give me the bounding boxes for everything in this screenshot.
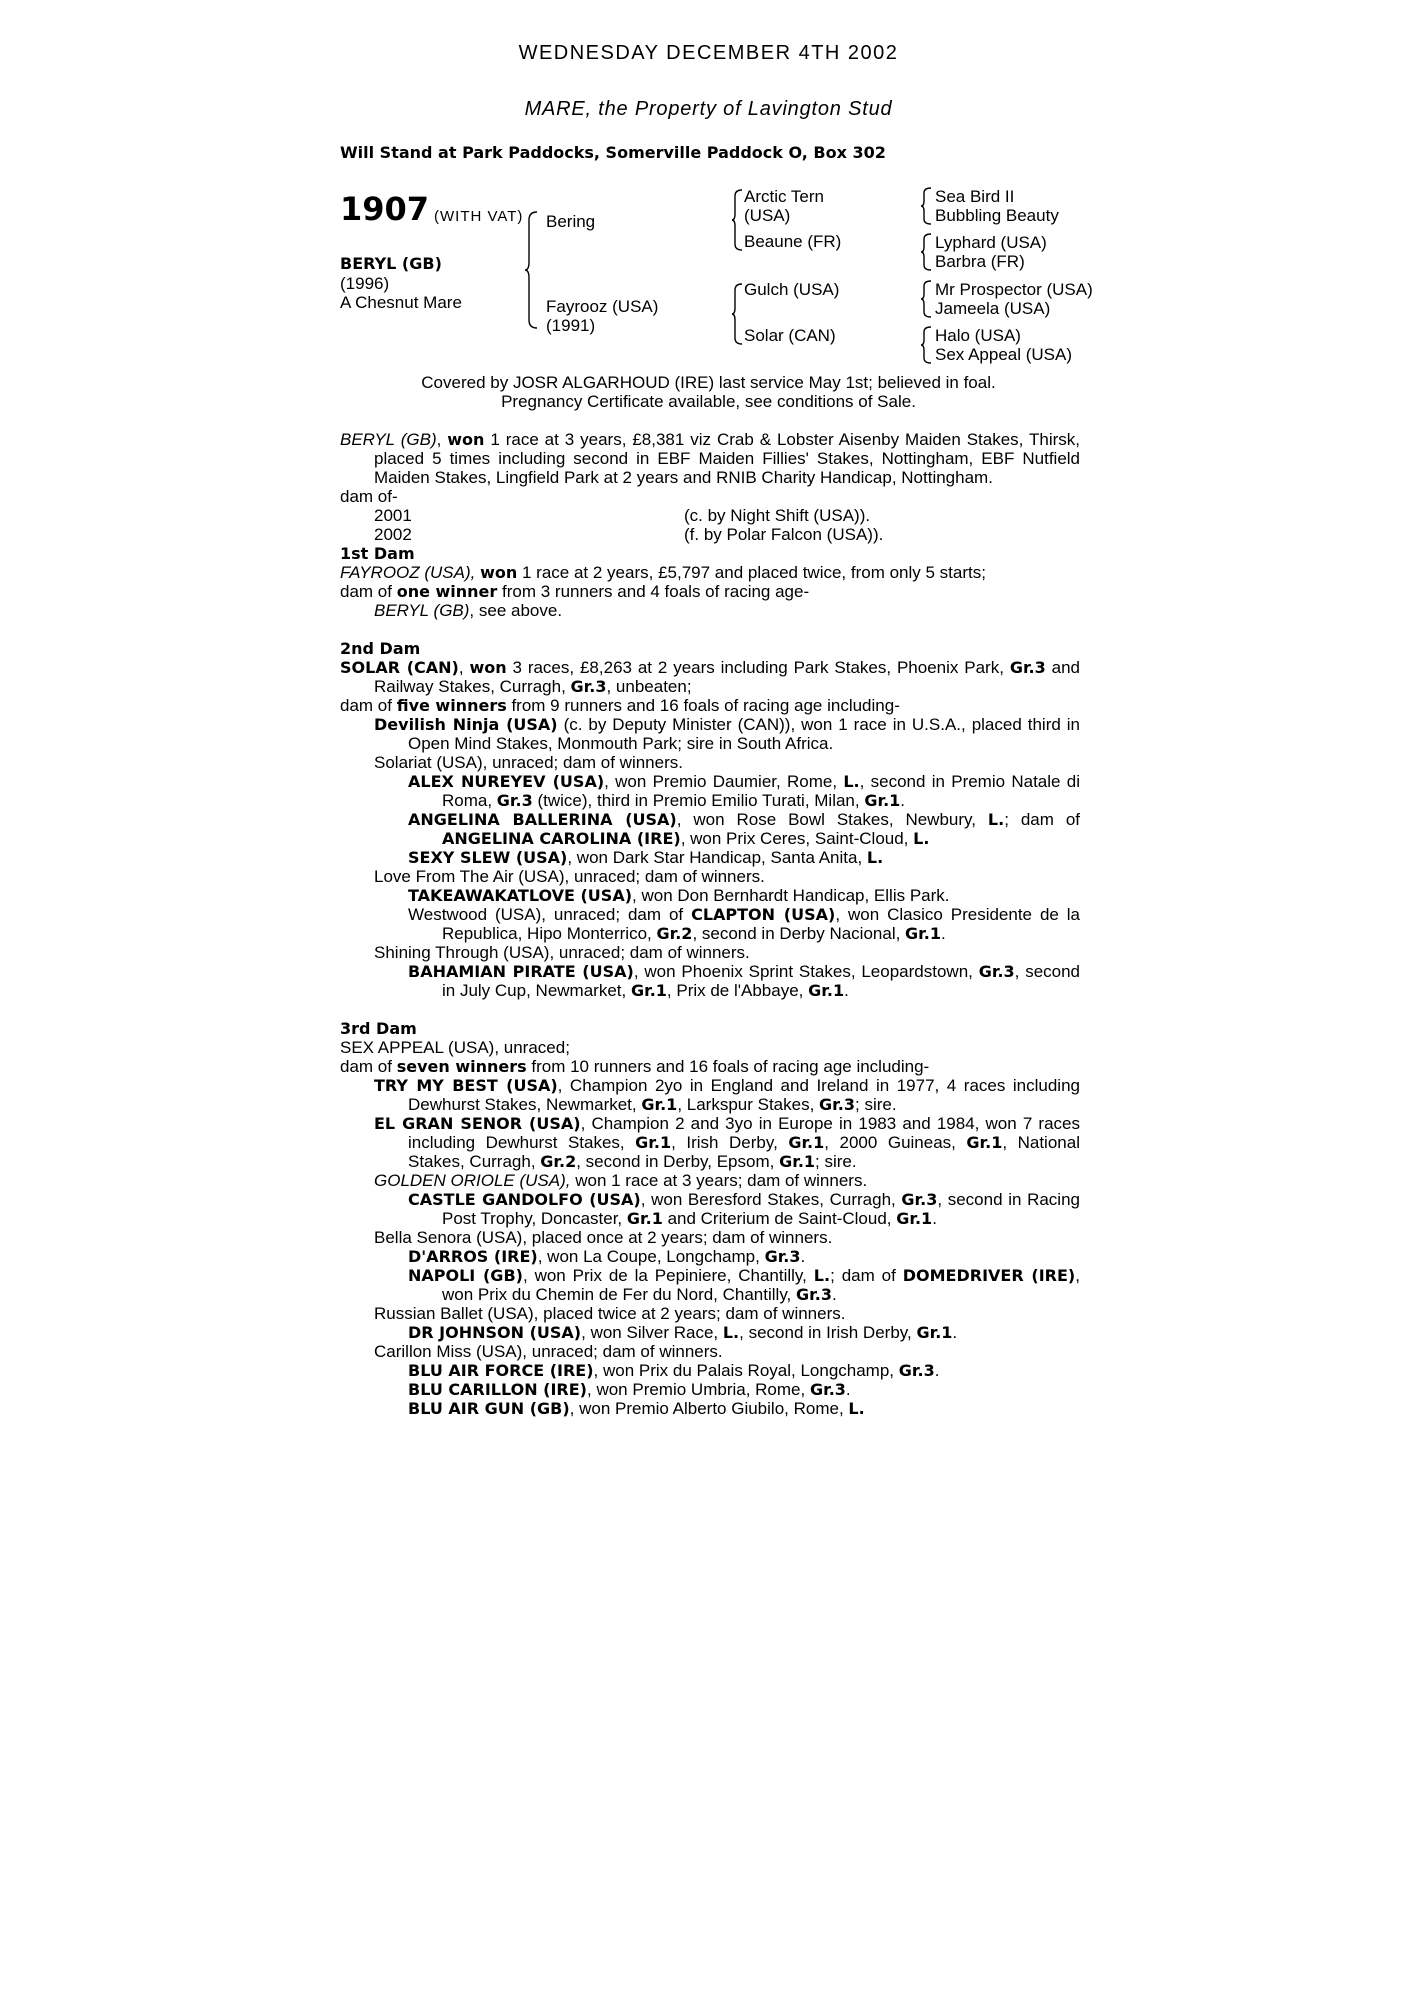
progeny-name: BERYL (GB) — [374, 601, 470, 620]
foal-desc: (f. by Polar Falcon (USA)). — [684, 525, 884, 544]
first-dam-won: won — [480, 563, 518, 582]
napoli — [340, 1266, 1080, 1304]
sd-g2: Gr.3 — [570, 677, 607, 696]
tk-text: , won Don Bernhardt Handicap, Ellis Park. — [632, 886, 950, 905]
dam: Fayrooz (USA) — [546, 297, 659, 316]
tmb-g3: Gr.3 — [819, 1095, 855, 1114]
np-t2: ; dam of — [830, 1266, 903, 1285]
record-won: won — [447, 430, 485, 449]
first-dam-heading: 1st Dam — [340, 544, 415, 563]
ab-l: L. — [987, 810, 1005, 829]
second-dam-produce — [340, 696, 1080, 715]
bp-g1b: Gr.1 — [808, 981, 845, 1000]
devilish-ninja — [340, 715, 1080, 753]
ssd: Bubbling Beauty — [935, 206, 1059, 225]
vat-note: (WITH VAT) — [434, 208, 524, 225]
egs-g1c: Gr.1 — [966, 1133, 1003, 1152]
da-t2: . — [800, 1247, 806, 1266]
np-t1: , won Prix de la Pepiniere, Chantilly, — [522, 1266, 814, 1285]
tmb-t1: , Champion 2yo in England and Ireland in 1977, 4 races including Dewhurst Stakes, Newmarket, — [408, 1076, 1080, 1114]
castle-gandolfo — [340, 1190, 1080, 1228]
egs-name: EL GRAN SENOR (USA) — [374, 1114, 581, 1133]
first-dam-progeny — [340, 601, 1080, 620]
b2-name: BLU CARILLON (IRE) — [408, 1380, 587, 1399]
race-record: BERYL (GB), won 1 race at 3 years, £8,381 viz Crab & Lobster Aisenby Maiden Stakes, Thirsk, placed 5 times including second in EBF Maiden Fillies' Stakes, Nottingham, EBF Nutfield Maiden Stakes, Lingfield Park at 2 years and RNIB Charity Handicap, Nottingham. — [340, 430, 1080, 487]
bp-name: BAHAMIAN PIRATE (USA) — [408, 962, 634, 981]
russian-ballet: Russian Ballet (USA), placed twice at 2 years; dam of winners. — [374, 1304, 846, 1323]
record-name: BERYL (GB) — [340, 430, 437, 449]
first-dam-name: FAYROOZ (USA), — [340, 563, 476, 582]
bp-g3: Gr.3 — [978, 962, 1015, 981]
dsd: Jameela (USA) — [935, 299, 1051, 318]
go-name: GOLDEN ORIOLE (USA), — [374, 1171, 571, 1190]
dam-dam: Solar (CAN) — [744, 326, 836, 345]
ab-t3: , won Prix Ceres, Saint-Cloud, — [680, 829, 914, 848]
first-dam-text: 1 race at 2 years, £5,797 and placed twice, from only 5 starts; — [517, 563, 986, 582]
b1-name: BLU AIR FORCE (IRE) — [408, 1361, 594, 1380]
horse-description: A Chesnut Mare — [340, 293, 462, 312]
tmb-t2: , Larkspur Stakes, — [677, 1095, 820, 1114]
horse-year: (1996) — [340, 274, 390, 293]
cl-t3: . — [941, 924, 946, 943]
bp-t3: , Prix de l'Abbaye, — [666, 981, 809, 1000]
try-my-best — [340, 1076, 1080, 1114]
dam-of-post: from 9 runners and 16 foals of racing age including- — [506, 696, 900, 715]
foal-year: 2001 — [374, 506, 412, 525]
egs-g1d: Gr.1 — [779, 1152, 816, 1171]
b2-t2: . — [845, 1380, 851, 1399]
dam-of-pre: dam of — [340, 582, 397, 601]
egs-t2: , Irish Derby, — [671, 1133, 789, 1152]
dss: Mr Prospector (USA) — [935, 280, 1093, 299]
da-t1: , won La Coupe, Longchamp, — [537, 1247, 765, 1266]
dn-text: (c. by Deputy Minister (CAN)), won 1 race in U.S.A., placed third in Open Mind Stakes, Monmouth Park; sire in South Africa. — [408, 715, 1080, 753]
covering-line-1: Covered by JOSR ALGARHOUD (IRE) last service May 1st; believed in foal. — [421, 373, 996, 392]
an-t2: , second in Premio Natale di Roma, — [442, 772, 1080, 810]
ss-t1: , won Dark Star Handicap, Santa Anita, — [567, 848, 867, 867]
egs-t4: , National Stakes, Curragh, — [408, 1133, 1080, 1171]
blu-carillon — [340, 1380, 1080, 1399]
sire-sire-origin: (USA) — [744, 206, 791, 225]
cl-name: CLAPTON (USA) — [691, 905, 836, 924]
dj-g1: Gr.1 — [916, 1323, 953, 1342]
second-dam-heading: 2nd Dam — [340, 639, 421, 658]
covering-line-2: Pregnancy Certificate available, see conditions of Sale. — [501, 392, 916, 411]
b2-t1: , won Premio Umbria, Rome, — [587, 1380, 810, 1399]
sire-dam: Beaune (FR) — [744, 232, 842, 251]
dam-of-post: from 3 runners and 4 foals of racing age- — [497, 582, 810, 601]
cl-t1: , won Clasico Presidente de la Republica, Hipo Monterrico, — [442, 905, 1081, 943]
ss-l: L. — [866, 848, 884, 867]
sd-name: SOLAR (CAN) — [340, 658, 459, 677]
dam-sire: Gulch (USA) — [744, 280, 840, 299]
b1-t2: . — [934, 1361, 940, 1380]
ddd: Sex Appeal (USA) — [935, 345, 1073, 364]
cg-t1: , won Beresford Stakes, Curragh, — [640, 1190, 902, 1209]
dj-t2: , second in Irish Derby, — [739, 1323, 917, 1342]
dj-t3: . — [952, 1323, 958, 1342]
tmb-g1: Gr.1 — [641, 1095, 678, 1114]
lot-number: 1907 — [340, 190, 430, 228]
sd-t3: , unbeaten; — [606, 677, 692, 696]
sexy-slew — [340, 848, 1080, 867]
dd-name: DOMEDRIVER (IRE) — [902, 1266, 1076, 1285]
third-dam-produce — [340, 1057, 1080, 1076]
sss: Sea Bird II — [935, 187, 1015, 206]
bella-senora: Bella Senora (USA), placed once at 2 years; dam of winners. — [374, 1228, 833, 1247]
egs-t3: , 2000 Guineas, — [824, 1133, 967, 1152]
tk-name: TAKEAWAKATLOVE (USA) — [408, 886, 633, 905]
catalogue-body — [340, 430, 1080, 1418]
sale-date: WEDNESDAY DECEMBER 4TH 2002 — [518, 42, 899, 64]
cg-name: CASTLE GANDOLFO (USA) — [408, 1190, 641, 1209]
egs-t1: , Champion 2 and 3yo in Europe in 1983 and 1984, won 7 races including Dewhurst Stakes, — [408, 1114, 1080, 1152]
brace-g1 — [920, 186, 932, 226]
dam-of-bold: seven winners — [396, 1057, 527, 1076]
cg-g1a: Gr.1 — [626, 1209, 663, 1228]
dam-brace — [731, 282, 743, 346]
stabling-location: Will Stand at Park Paddocks, Somerville Paddock O, Box 302 — [340, 143, 886, 162]
egs-t6: ; sire. — [815, 1152, 857, 1171]
horse-name: BERYL (GB) — [340, 254, 442, 273]
darros — [340, 1247, 1080, 1266]
tmb-t3: ; sire. — [855, 1095, 897, 1114]
ww-pre: Westwood (USA), unraced; dam of — [408, 905, 692, 924]
dam-of-pre: dam of — [340, 1057, 397, 1076]
da-g3: Gr.3 — [764, 1247, 801, 1266]
foal-row — [340, 525, 1080, 544]
sire: Bering — [546, 212, 596, 231]
cl-g1: Gr.1 — [905, 924, 941, 943]
tmb-name: TRY MY BEST (USA) — [374, 1076, 558, 1095]
sd-g1: Gr.3 — [1009, 658, 1046, 677]
third-dam-heading: 3rd Dam — [340, 1019, 417, 1038]
sire-sire: Arctic Tern — [744, 187, 824, 206]
an-name: ALEX NUREYEV (USA) — [408, 772, 605, 791]
ac-name: ANGELINA CAROLINA (IRE) — [442, 829, 681, 848]
cg-g1b: Gr.1 — [896, 1209, 933, 1228]
egs-g1a: Gr.1 — [635, 1133, 672, 1152]
westwood — [340, 905, 1080, 943]
an-g3: Gr.3 — [496, 791, 533, 810]
angelina-ballerina — [340, 810, 1080, 848]
cg-t2: , second in Racing Post Trophy, Doncaster, — [442, 1190, 1080, 1228]
brace-g2 — [920, 232, 932, 272]
first-dam-record — [340, 563, 1080, 582]
dam-of-post: from 10 runners and 16 foals of racing age including- — [526, 1057, 930, 1076]
cl-t2: , second in Derby Nacional, — [692, 924, 906, 943]
np-g3: Gr.3 — [796, 1285, 832, 1304]
blu-air-force — [340, 1361, 1080, 1380]
cl-g2: Gr.2 — [656, 924, 693, 943]
blu-air-gun — [340, 1399, 1080, 1418]
b2-g3: Gr.3 — [809, 1380, 846, 1399]
dam-of-label: dam of- — [340, 487, 398, 506]
sd-t2: and Railway Stakes, Curragh, — [374, 658, 1080, 696]
b3-t1: , won Premio Alberto Giubilo, Rome, — [569, 1399, 849, 1418]
cg-t4: . — [932, 1209, 937, 1228]
takeawakatlove — [340, 886, 1080, 905]
an-l: L. — [843, 772, 860, 791]
dj-l: L. — [722, 1323, 740, 1342]
bp-g1a: Gr.1 — [630, 981, 667, 1000]
dam-of-pre: dam of — [340, 696, 397, 715]
dr-johnson — [340, 1323, 1080, 1342]
ss-name: SEXY SLEW (USA) — [408, 848, 568, 867]
da-name: D'ARROS (IRE) — [408, 1247, 538, 1266]
alex-nureyev — [340, 772, 1080, 810]
main-brace — [524, 210, 538, 330]
bp-t4: . — [844, 981, 849, 1000]
dam-of-bold: five winners — [396, 696, 507, 715]
go-text: won 1 race at 3 years; dam of winners. — [570, 1171, 868, 1190]
el-gran-senor — [340, 1114, 1080, 1171]
an-t1: , won Premio Daumier, Rome, — [604, 772, 844, 791]
bp-t1: , won Phoenix Sprint Stakes, Leopardstown, — [633, 962, 979, 981]
dn-name: Devilish Ninja (USA) — [374, 715, 558, 734]
an-t4: . — [900, 791, 906, 810]
ab-l2: L. — [913, 829, 930, 848]
sds: Lyphard (USA) — [935, 233, 1047, 252]
bp-t2: , second in July Cup, Newmarket, — [442, 962, 1081, 1000]
shining-through: Shining Through (USA), unraced; dam of winners. — [374, 943, 750, 962]
np-name: NAPOLI (GB) — [408, 1266, 523, 1285]
foal-row — [340, 506, 1080, 525]
carillon-miss: Carillon Miss (USA), unraced; dam of winners. — [374, 1342, 723, 1361]
lot-title: MARE, the Property of Lavington Stud — [524, 98, 893, 120]
first-dam-produce — [340, 582, 1080, 601]
dj-name: DR JOHNSON (USA) — [408, 1323, 582, 1342]
cg-g3: Gr.3 — [901, 1190, 938, 1209]
np-t3: , won Prix du Chemin de Fer du Nord, Chantilly, — [442, 1266, 1080, 1304]
second-dam-record: SOLAR (CAN), won 3 races, £8,263 at 2 years including Park Stakes, Phoenix Park, Gr.3 and Railway Stakes, Curragh, Gr.3, unbeaten; — [340, 658, 1080, 696]
np-t4: . — [831, 1285, 837, 1304]
golden-oriole — [340, 1171, 1080, 1190]
record-text: 1 race at 3 years, £8,381 viz Crab & Lobster Aisenby Maiden Stakes, Thirsk, placed 5 times including second in EBF Maiden Fillies' Stakes, Nottingham, EBF Nutfield Maiden Stakes, Lingfield Park at 2 years and RNIB Charity Handicap, Nottingham. — [374, 430, 1080, 487]
solariat: Solariat (USA), unraced; dam of winners. — [374, 753, 683, 772]
dam-of-bold: one winner — [396, 582, 498, 601]
egs-g1b: Gr.1 — [788, 1133, 825, 1152]
egs-t5: , second in Derby, Epsom, — [576, 1152, 780, 1171]
brace-g3 — [920, 279, 932, 319]
dj-t1: , won Silver Race, — [581, 1323, 723, 1342]
an-t3: (twice), third in Premio Emilio Turati, Milan, — [532, 791, 865, 810]
dds: Halo (USA) — [935, 326, 1021, 345]
sire-brace — [731, 188, 743, 252]
third-dam-intro: SEX APPEAL (USA), unraced; — [340, 1038, 570, 1057]
sdd: Barbra (FR) — [935, 252, 1025, 271]
b3-name: BLU AIR GUN (GB) — [408, 1399, 570, 1418]
bahamian-pirate — [340, 962, 1080, 1000]
sd-won: won — [469, 658, 507, 677]
covering-note — [340, 373, 1077, 411]
dam-year: (1991) — [546, 316, 596, 335]
egs-g2: Gr.2 — [540, 1152, 577, 1171]
ab-t2: ; dam of — [1004, 810, 1081, 829]
sd-t1: 3 races, £8,263 at 2 years including Park Stakes, Phoenix Park, — [506, 658, 1010, 677]
an-g1: Gr.1 — [864, 791, 901, 810]
love-from-the-air: Love From The Air (USA), unraced; dam of winners. — [374, 867, 765, 886]
foal-year: 2002 — [374, 525, 412, 544]
ab-name: ANGELINA BALLERINA (USA) — [408, 810, 677, 829]
b1-t1: , won Prix du Palais Royal, Longchamp, — [593, 1361, 899, 1380]
progeny-text: , see above. — [469, 601, 563, 620]
b3-l: L. — [848, 1399, 865, 1418]
ab-t1: , won Rose Bowl Stakes, Newbury, — [676, 810, 988, 829]
b1-g3: Gr.3 — [898, 1361, 935, 1380]
brace-g4 — [920, 325, 932, 365]
cg-t3: and Criterium de Saint-Cloud, — [662, 1209, 897, 1228]
np-l: L. — [813, 1266, 831, 1285]
foal-desc: (c. by Night Shift (USA)). — [684, 506, 871, 525]
